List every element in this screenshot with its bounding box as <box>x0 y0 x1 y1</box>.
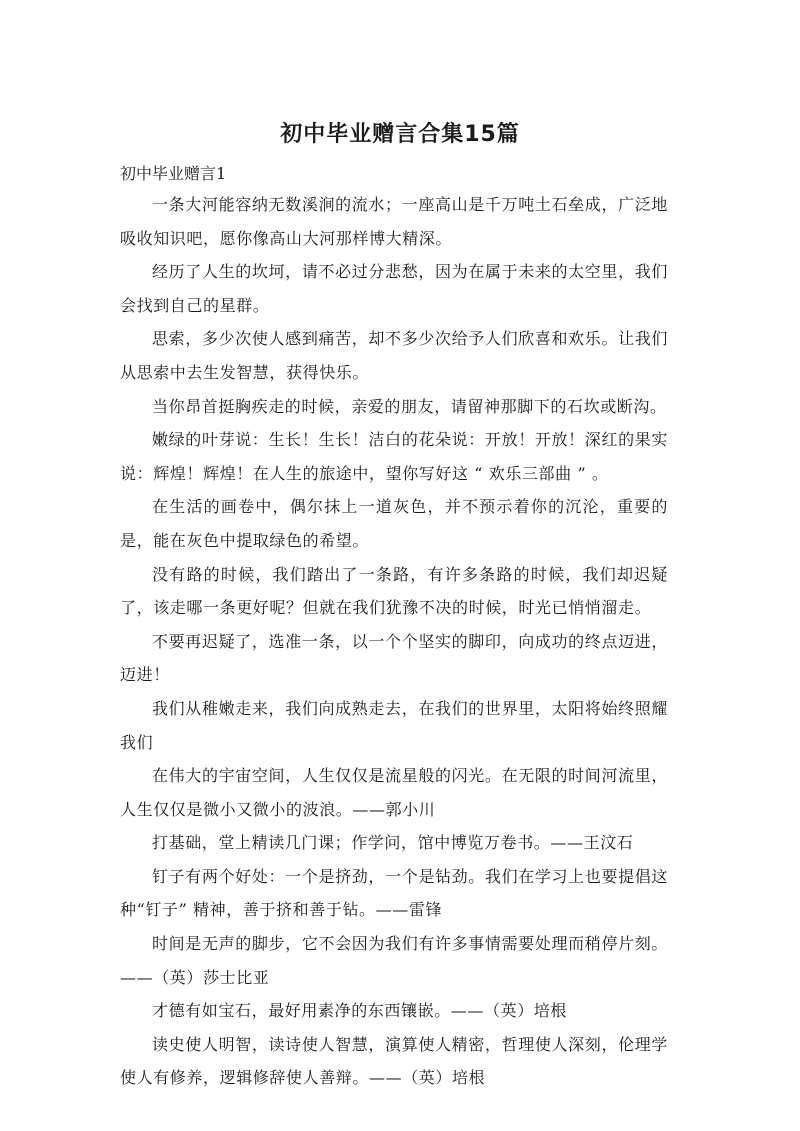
paragraph: 读史使人明智，读诗使人智慧，演算使人精密，哲理使人深刻，伦理学使人有修养，逻辑修辞使人善辩。——（英）培根 <box>120 1034 668 1088</box>
paragraph: 思索，多少次使人感到痛苦，却不多少次给予人们欣喜和欢乐。让我们从思索中去生发智慧，获得快乐。 <box>120 329 668 382</box>
paragraph: 时间是无声的脚步，它不会因为我们有许多事情需要处理而稍停片刻。——（英）莎士比亚 <box>120 934 668 987</box>
paragraph: 我们从稚嫩走来，我们向成熟走去，在我们的世界里，太阳将始终照耀我们 <box>120 698 668 752</box>
document-title: 初中毕业赠言合集15篇 <box>280 122 520 147</box>
paragraph: 在生活的画卷中，偶尔抹上一道灰色，并不预示着你的沉沦，重要的是，能在灰色中提取绿色的希望。 <box>120 497 668 550</box>
paragraph: 在伟大的宇宙空间，人生仅仅是流星般的闪光。在无限的时间河流里，人生仅仅是微小又微小的波浪。——郭小川 <box>120 766 668 819</box>
paragraph: 当你昂首挺胸疾走的时候，亲爱的朋友，请留神那脚下的石坎或断沟。 <box>152 396 667 416</box>
document-body <box>120 188 668 1095</box>
paragraph: 才德有如宝石，最好用素净的东西镶嵌。——（英）培根 <box>152 1001 568 1021</box>
paragraph: 打基础，堂上精读几门课；作学问，馆中博览万卷书。——王汶石 <box>152 833 634 853</box>
paragraph: 钉子有两个好处：一个是挤劲，一个是钻劲。我们在学习上也要提倡这种“钉子” 精神，善于挤和善于钻。——雷锋 <box>120 866 668 920</box>
paragraph: 没有路的时候，我们踏出了一条路，有许多条路的时候，我们却迟疑了，该走哪一条更好呢？但就在我们犹豫不决的时候，时光已悄悄溜走。 <box>120 564 668 618</box>
paragraph: 一条大河能容纳无数溪涧的流水；一座高山是千万吨土石垒成，广泛地吸收知识吧，愿你像高山大河那样博大精深。 <box>120 195 668 248</box>
section-heading: 初中毕业赠言1 <box>120 164 227 183</box>
paragraph: 嫩绿的叶芽说：生长！生长！洁白的花朵说：开放！开放！深红的果实说：辉煌！辉煌！在人生的旅途中，望你写好这 “ 欢乐三部曲 ” 。 <box>120 430 668 483</box>
paragraph: 经历了人生的坎坷，请不必过分悲愁，因为在属于未来的太空里，我们会找到自己的星群。 <box>120 262 668 315</box>
paragraph: 不要再迟疑了，选准一条，以一个个坚实的脚印，向成功的终点迈进，迈进！ <box>120 631 668 685</box>
